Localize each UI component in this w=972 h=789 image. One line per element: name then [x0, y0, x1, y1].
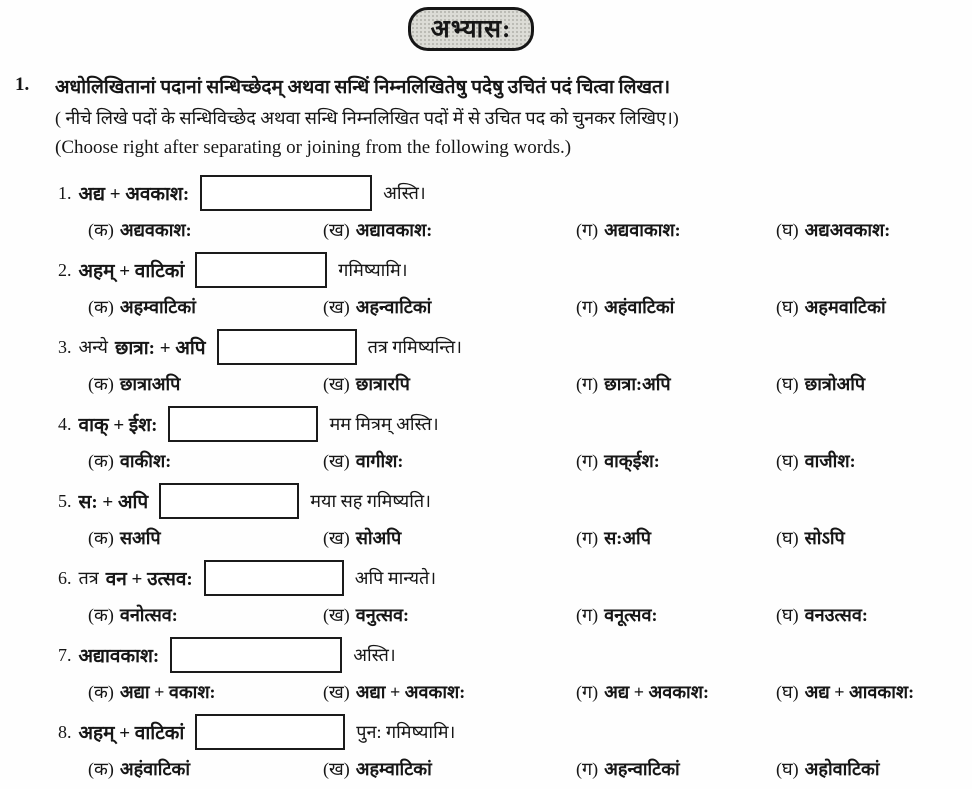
option-gha: (घ) अहोवाटिकां: [776, 759, 880, 779]
option-ka: (क) अहंवाटिकां: [88, 759, 191, 779]
option-ga: (ग) वनूत्सव:: [576, 605, 658, 625]
question-suffix: मम मित्रम् अस्ति।: [329, 414, 439, 434]
options-row: [88, 214, 972, 246]
option-ga: (ग) वाक्ईश:: [576, 451, 660, 471]
option-gha: (घ) वनउत्सव:: [776, 605, 868, 625]
option-ka: (क) वाकीश:: [88, 451, 172, 471]
question-block-7: [58, 634, 972, 708]
sandhi-expression: अहम् + वाटिकां: [78, 723, 185, 744]
question-stem: [58, 403, 972, 445]
option-ga: (ग) अद्य + अवकाश:: [576, 682, 709, 702]
option-ga: (ग) स:अपि: [576, 528, 651, 548]
answer-box[interactable]: [170, 637, 342, 673]
exercise-title: अभ्यास:: [408, 7, 535, 51]
sandhi-expression: अहम् + वाटिकां: [78, 261, 185, 282]
option-gha: (घ) अहमवाटिकां: [776, 297, 886, 317]
sandhi-expression: अद्यावकाश:: [78, 646, 160, 667]
question-stem: [58, 172, 972, 214]
question-number: 6.: [58, 567, 72, 588]
question-stem: [58, 249, 972, 291]
question-block-8: [58, 711, 972, 785]
question-suffix: अपि मान्यते।: [354, 568, 437, 588]
question-number: 5.: [58, 490, 72, 511]
question-suffix: पुन: गमिष्यामि।: [356, 722, 456, 742]
instruction-lines: [55, 73, 962, 162]
question-number: 3.: [58, 336, 72, 357]
sandhi-expression: वन + उत्सव:: [105, 569, 193, 590]
answer-box[interactable]: [195, 252, 327, 288]
question-suffix: अस्ति।: [383, 183, 426, 203]
answer-box[interactable]: [168, 406, 318, 442]
answer-box[interactable]: [200, 175, 372, 211]
options-row: [88, 368, 972, 400]
option-gha: (घ) अद्य + आवकाश:: [776, 682, 915, 702]
option-kha: (ख) वनुत्सव:: [323, 605, 410, 625]
question-prefix: तत्र: [78, 568, 99, 588]
options-row: [88, 599, 972, 631]
sandhi-expression: वाक् + ईश:: [78, 415, 158, 436]
option-gha: (घ) अद्यअवकाश:: [776, 220, 891, 240]
question-prefix: अन्ये: [78, 337, 109, 357]
question-block-5: [58, 480, 972, 554]
sandhi-expression: स: + अपि: [78, 492, 149, 513]
question-stem: [58, 480, 972, 522]
question-suffix: गमिष्यामि।: [338, 260, 408, 280]
option-kha: (ख) अद्यावकाश:: [323, 220, 433, 240]
option-kha: (ख) सोअपि: [323, 528, 402, 548]
option-gha: (घ) वाजीश:: [776, 451, 856, 471]
question-number: 2.: [58, 259, 72, 280]
options-row: [88, 291, 972, 323]
sandhi-expression: छात्रा: + अपि: [115, 338, 206, 359]
option-kha: (ख) अहम्वाटिकां: [323, 759, 432, 779]
question-number: 1.: [58, 182, 72, 203]
question-block-4: [58, 403, 972, 477]
answer-box[interactable]: [204, 560, 344, 596]
question-suffix: तत्र गमिष्यन्ति।: [367, 337, 462, 357]
question-block-1: [58, 172, 972, 246]
option-ga: (ग) अहंवाटिकां: [576, 297, 675, 317]
answer-box[interactable]: [159, 483, 299, 519]
question-block-6: [58, 557, 972, 631]
question-stem: [58, 557, 972, 599]
sandhi-expression: अद्य + अवकाश:: [78, 184, 190, 205]
title-row: [0, 0, 972, 51]
option-ka: (क) छात्राअपि: [88, 374, 181, 394]
question-stem: [58, 326, 972, 368]
options-row: [88, 676, 972, 708]
question-number: 7.: [58, 644, 72, 665]
option-kha: (ख) अद्या + अवकाश:: [323, 682, 466, 702]
option-ka: (क) अद्या + वकाश:: [88, 682, 216, 702]
options-row: [88, 753, 972, 785]
answer-box[interactable]: [217, 329, 357, 365]
options-row: [88, 522, 972, 554]
option-ga: (ग) छात्रा:अपि: [576, 374, 671, 394]
option-ga: (ग) अहन्वाटिकां: [576, 759, 680, 779]
option-ga: (ग) अद्यवाकाश:: [576, 220, 681, 240]
question-block-3: [58, 326, 972, 400]
option-kha: (ख) अहन्वाटिकां: [323, 297, 432, 317]
question-list: [58, 172, 972, 785]
instruction-english: (Choose right after separating or joining from the following words.): [55, 137, 572, 158]
option-ka: (क) वनोत्सव:: [88, 605, 178, 625]
question-stem: [58, 711, 972, 753]
option-ka: (क) अद्यवकाश:: [88, 220, 192, 240]
question-block-2: [58, 249, 972, 323]
option-ka: (क) सअपि: [88, 528, 161, 548]
question-number: 8.: [58, 721, 72, 742]
option-ka: (क) अहम्वाटिकां: [88, 297, 196, 317]
option-gha: (घ) छात्रोअपि: [776, 374, 866, 394]
options-row: [88, 445, 972, 477]
main-question-number: 1.: [15, 74, 30, 95]
instruction-sanskrit: अधोलिखितानां पदानां सन्धिच्छेदम् अथवा सन्धिं निम्नलिखितेषु पदेषु उचितं पदं चित्वा लिखत।: [55, 77, 671, 98]
question-suffix: अस्ति।: [353, 645, 396, 665]
main-instruction: [15, 73, 962, 162]
answer-box[interactable]: [195, 714, 345, 750]
option-kha: (ख) छात्रारपि: [323, 374, 410, 394]
option-kha: (ख) वागीश:: [323, 451, 404, 471]
question-stem: [58, 634, 972, 676]
instruction-hindi: ( नीचे लिखे पदों के सन्धिविच्छेद अथवा सन्धि निम्नलिखित पदों में से उचित पद को चुनकर लिखिए।): [55, 108, 679, 128]
option-gha: (घ) सोऽपि: [776, 528, 845, 548]
question-number: 4.: [58, 413, 72, 434]
question-suffix: मया सह गमिष्यति।: [310, 491, 431, 511]
